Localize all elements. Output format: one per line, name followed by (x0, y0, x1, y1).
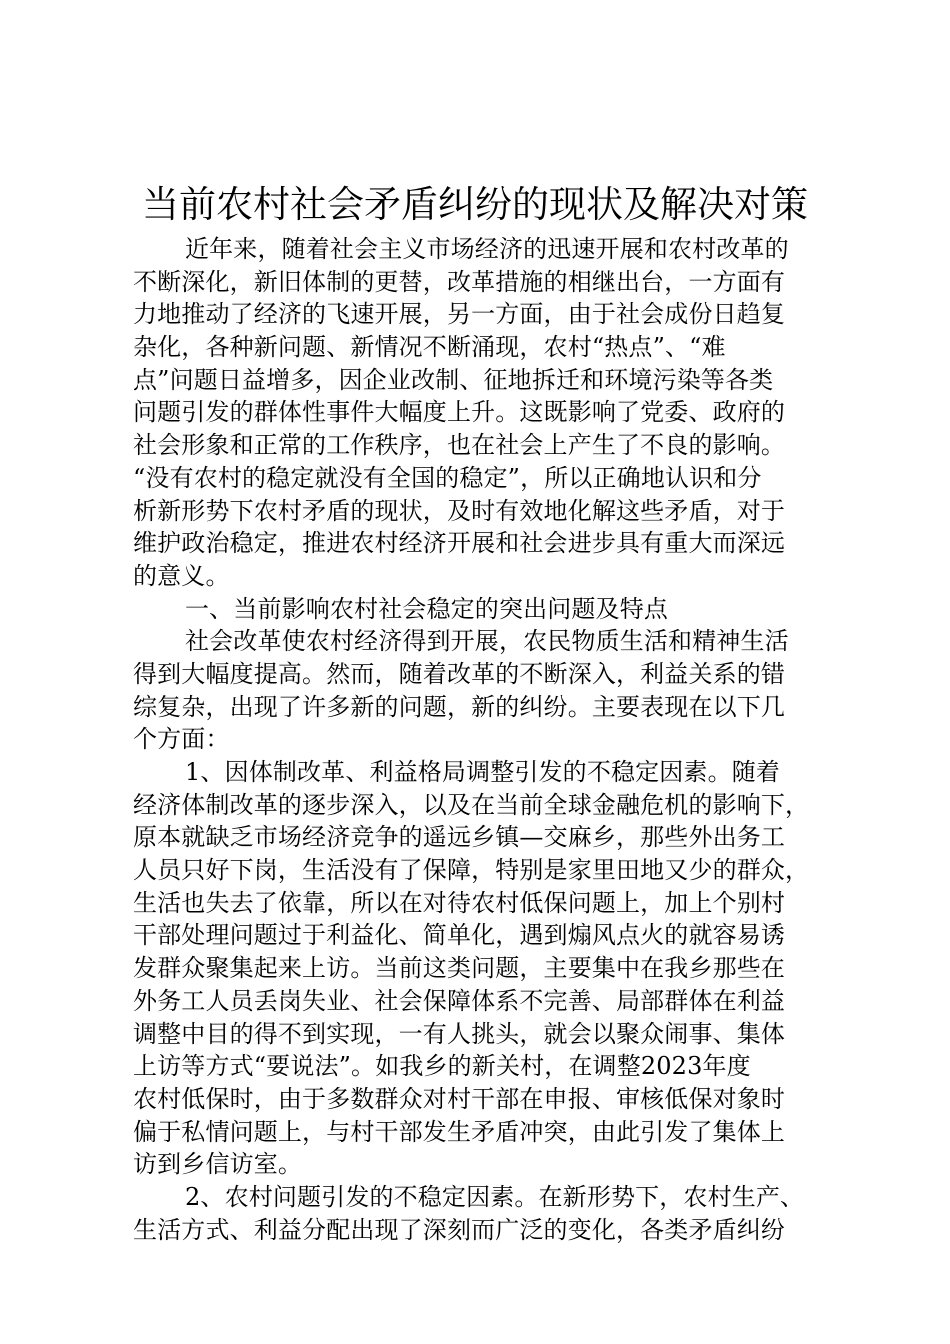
text-line: 原本就缺乏市场经济竞争的遥远乡镇—交麻乡，那些外出务工 (133, 823, 786, 852)
text-line: 人员只好下岗，生活没有了保障，特别是家里田地又少的群众， (133, 856, 810, 885)
text-line: 访到乡信访室。 (133, 1150, 303, 1179)
text-line: “没有农村的稳定就没有全国的稳定”，所以正确地认识和分 (133, 463, 762, 492)
text-line: 经济体制改革的逐步深入，以及在当前全球金融危机的影响下， (133, 790, 810, 819)
text-line: 杂化，各种新问题、新情况不断涌现，农村“热点”、“难 (133, 333, 726, 362)
text-line: 2、农村问题引发的不稳定因素。在新形势下，农村生产、 (185, 1182, 805, 1211)
text-line: 析新形势下农村矛盾的现状，及时有效地化解这些矛盾，对于 (133, 496, 786, 525)
text-line: 发群众聚集起来上访。当前这类问题，主要集中在我乡那些在 (133, 954, 786, 983)
text-line: 的意义。 (133, 561, 230, 590)
text-line: 综复杂，出现了许多新的问题，新的纠纷。主要表现在以下几 (133, 692, 786, 721)
text-line: 偏于私情问题上，与村干部发生矛盾冲突，由此引发了集体上 (133, 1117, 786, 1146)
text-line: 点”问题日益增多，因企业改制、征地拆迁和环境污染等各类 (133, 365, 774, 394)
text-line: 生活也失去了依靠，所以在对待农村低保问题上，加上个别村 (133, 888, 786, 917)
text-line: 不断深化，新旧体制的更替，改革措施的相继出台，一方面有 (133, 267, 786, 296)
text-line: 社会改革使农村经济得到开展，农民物质生活和精神生活 (185, 627, 789, 656)
text-line: 一、当前影响农村社会稳定的突出问题及特点 (185, 594, 668, 623)
text-line: 个方面： (133, 725, 230, 754)
document-title: 当前农村社会矛盾纠纷的现状及解决对策 (142, 183, 808, 226)
text-line: 农村低保时，由于多数群众对村干部在申报、审核低保对象时 (133, 1084, 786, 1113)
text-line: 干部处理问题过于利益化、简单化，遇到煽风点火的就容易诱 (133, 921, 786, 950)
document-body (133, 233, 823, 1246)
text-line: 生活方式、利益分配出现了深刻而广泛的变化，各类矛盾纠纷 (133, 1215, 786, 1244)
text-line: 近年来，随着社会主义市场经济的迅速开展和农村改革的 (185, 235, 789, 263)
text-line: 调整中目的得不到实现，一有人挑头，就会以聚众闹事、集体 (133, 1019, 786, 1048)
text-line: 问题引发的群体性事件大幅度上升。这既影响了党委、政府的 (133, 398, 786, 427)
text-line: 上访等方式“要说法”。如我乡的新关村，在调整2023年度 (133, 1052, 751, 1081)
text-line: 力地推动了经济的飞速开展，另一方面，由于社会成份日趋复 (133, 300, 786, 329)
text-line: 1、因体制改革、利益格局调整引发的不稳定因素。随着 (185, 758, 781, 786)
text-line: 社会形象和正常的工作秩序，也在社会上产生了不良的影响。 (133, 431, 786, 460)
text-line: 维护政治稳定，推进农村经济开展和社会进步具有重大而深远 (133, 529, 786, 558)
text-line: 外务工人员丢岗失业、社会保障体系不完善、局部群体在利益 (133, 986, 786, 1015)
text-line: 得到大幅度提高。然而，随着改革的不断深入，利益关系的错 (133, 659, 786, 688)
